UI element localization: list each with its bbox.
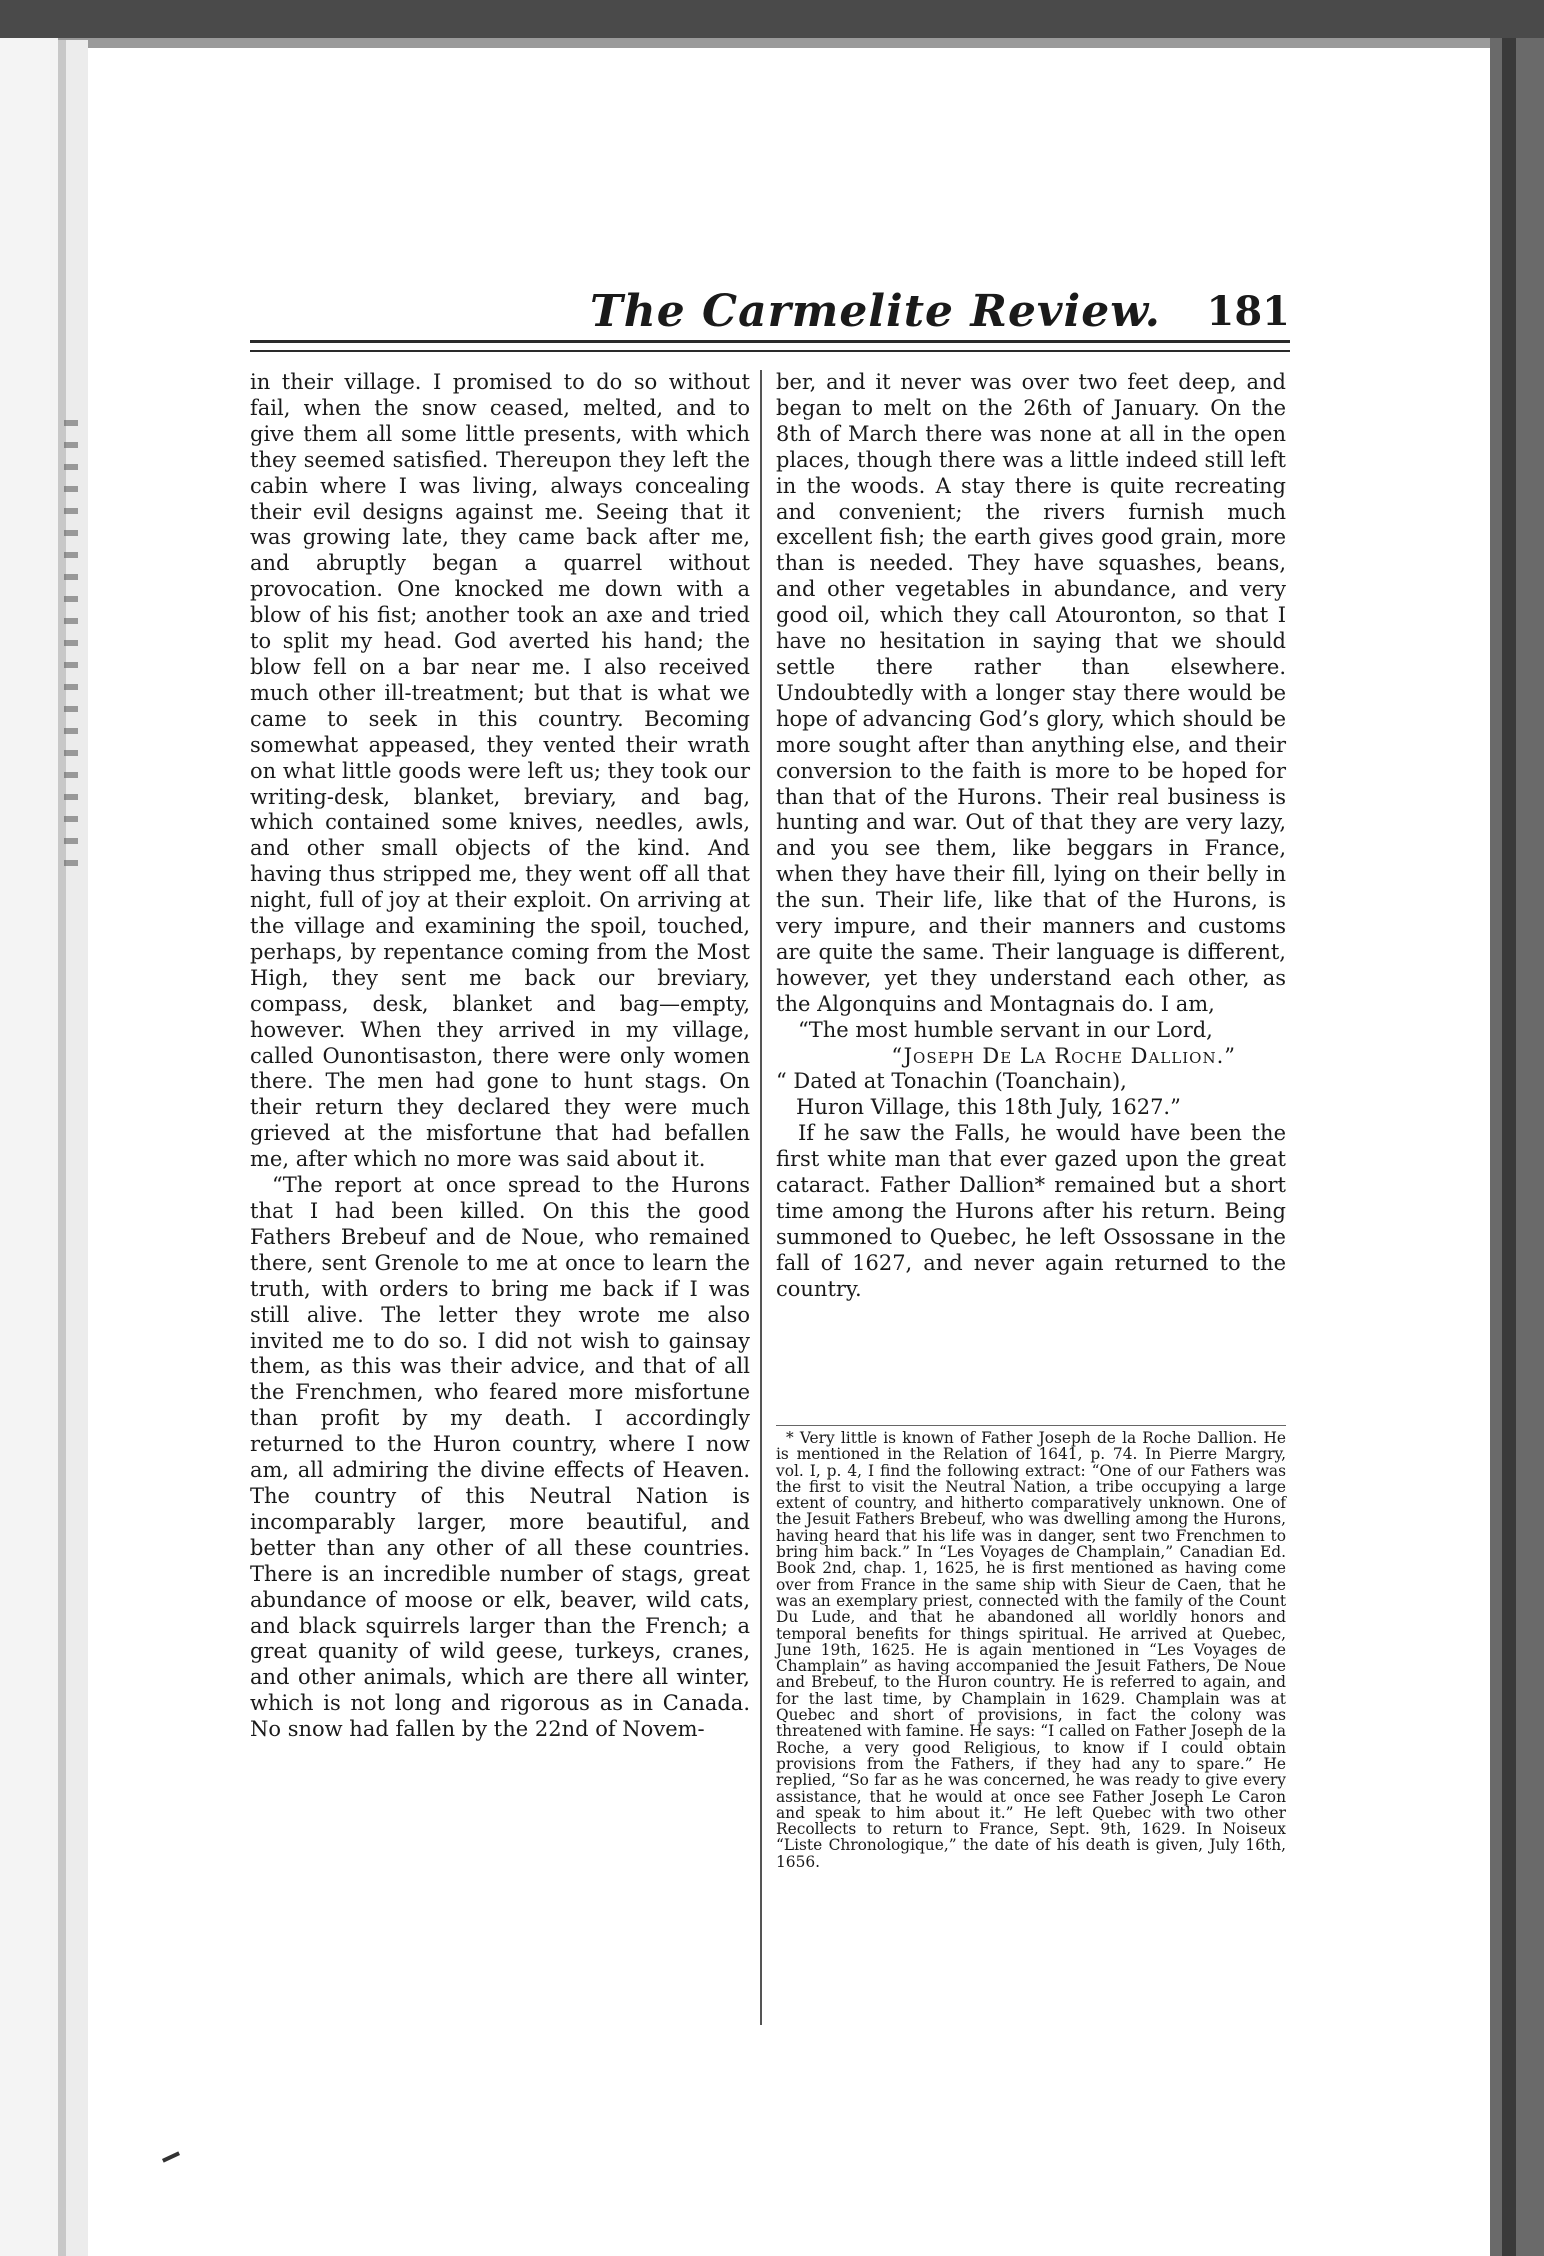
left-paragraph-1: in their village. I promised to do so without fail, when the snow ceased, melted, and to give them all some little presents, with which they seemed satisfied. Thereupon they left the cabin where I was living, always concealing their evil designs against me. Seeing that it was growing late, they came back after me, and abruptly began a quarrel without provocation. One knocked me down with a blow of his fist; another took an axe and tried to split my head. God averted his hand; the blow fell on a bar near me. I also received much other ill-treatment; but that is what we came to seek in this country. Becoming somewhat appeased, they vented their wrath on what little goods were left us; they took our writing-desk, blanket, breviary, and bag, which contained some knives, needles, awls, and other small objects of the kind. And having thus stripped me, they went off all that night, full of joy at their exploit. On arriving at the village and examining the spoil, touched, perhaps, by repentance coming from the Most High, they sent me back our breviary, compass, desk, blanket and bag—empty, however. When they arrived in my village, called Ounontisaston, there were only women there. The men had gone to hunt stags. On their return they declared they were much grieved at the misfortune that had befallen me, after which no more was said about it.: [250, 370, 750, 1172]
scan-right-border: [1490, 38, 1544, 2256]
right-column: [776, 370, 1286, 1303]
left-paragraph-2: “The report at once spread to the Hurons that I had been killed. On this the good Fathers Brebeuf and de Noue, who remained there, sent Grenole to me at once to learn the truth, with orders to bring me back if I was still alive. The letter they wrote me also invited me to do so. I did not wish to gainsay them, as this was their advice, and that of all the Frenchmen, who feared more misfortune than profit by my death. I accordingly returned to the Huron country, where I now am, all admiring the divine effects of Heaven. The country of this Neutral Nation is incomparably larger, more beautiful, and better than any other of all these countries. There is an incredible number of stags, great abundance of moose or elk, beaver, wild cats, and black squirrels larger than the French; a great quanity of wild geese, turkeys, cranes, and other animals, which are there all winter, which is not long and rigorous as in Canada. No snow had fallen by the 22nd of Novem-: [250, 1173, 750, 1742]
footnote-text: * Very little is known of Father Joseph de la Roche Dallion. He is mentioned in the Relation of 1641, p. 74. In Pierre Margry, vol. I, p. 4, I find the following extract: “One of our Fathers was the first to visit the Neutral Nation, a tribe occupying a large extent of country, and hitherto comparatively unknown. One of the Jesuit Fathers Brebeuf, who was dwelling among the Hurons, having heard that his life was in danger, sent two Frenchmen to bring him back.” In “Les Voyages de Champlain,” Canadian Ed. Book 2nd, chap. 1, 1625, he is first mentioned as having come over from France in the same ship with Sieur de Caen, that he was an exemplary priest, connected with the family of the Count Du Lude, and that he abandoned all worldly honors and temporal benefits for things spiritual. He arrived at Quebec, June 19th, 1625. He is again mentioned in “Les Voyages de Champlain” as having accompanied the Jesuit Fathers, De Noue and Brebeuf, to the Huron country. He is referred to again, and for the last time, by Champlain in 1629. Champlain was at Quebec and short of provisions, in fact the colony was threatened with famine. He says: “I called on Father Joseph de la Roche, a very good Religious, to know if I could obtain provisions from the Fathers, if they had any to spare.” He replied, “So far as he was concerned, he was ready to give every assistance, that he would at once see Father Joseph Le Caron and speak to him about it.” He left Quebec with two other Recollects to return to France, Sept. 9th, 1629. In Noiseux “Liste Chronologique,” the date of his death is given, July 16th, 1656.: [776, 1429, 1286, 1871]
footnote-rule: [776, 1425, 1286, 1426]
right-paragraph-1: ber, and it never was over two feet deep, and began to melt on the 26th of January. On the 8th of March there was none at all in the open places, though there was a little indeed still left in the woods. A stay there is quite recreating and convenient; the rivers furnish much excellent fish; the earth gives good grain, more than is needed. They have squashes, beans, and other vegetables in abundance, and very good oil, which they call Atouronton, so that I have no hesitation in saying that we should settle there rather than elsewhere. Undoubtedly with a longer stay there would be hope of advancing God’s glory, which should be more sought after than anything else, and their conversion to the faith is more to be hoped for than that of the Hurons. Their real business is hunting and war. Out of that they are very lazy, and you see them, like beggars in France, when they have their fill, lying on their belly in the sun. Their life, like that of the Hurons, is very impure, and their manners and customs are quite the same. Their language is different, however, yet they understand each other, as the Algonquins and Montagnais do. I am,: [776, 370, 1286, 1016]
binding-holes: [64, 420, 78, 880]
left-column: [250, 370, 750, 1743]
column-divider: [760, 370, 762, 2025]
scan-right-border-dark: [1502, 38, 1516, 2256]
scan-top-border: [0, 0, 1544, 38]
letter-date-line-1: “ Dated at Tonachin (Toanchain),: [776, 1069, 1127, 1094]
footnote: [776, 1430, 1286, 1870]
journal-title: The Carmelite Review.: [590, 286, 1161, 337]
right-paragraph-2: If he saw the Falls, he would have been the first white man that ever gazed upon the great cataract. Father Dallion* remained but a short time among the Hurons after his return. Being summoned to Quebec, he left Ossossane in the fall of 1627, and never again returned to the country.: [776, 1121, 1286, 1301]
letter-signature: “Joseph De La Roche Dallion.”: [891, 1043, 1236, 1068]
header-rule-thin: [250, 350, 1290, 352]
header-rule-thick: [250, 340, 1290, 343]
scan-spine: [66, 40, 88, 2256]
letter-date-line-2: Huron Village, this 18th July, 1627.”: [796, 1095, 1181, 1120]
scan-left-margin: [0, 38, 58, 2256]
letter-closing: “The most humble servant in our Lord,: [798, 1017, 1213, 1042]
running-header: [250, 278, 1290, 338]
scan-mark: [162, 2151, 180, 2162]
scan-left-gutter-line: [58, 40, 66, 2256]
page-number: 181: [1206, 288, 1290, 335]
scan-top-border-inner: [0, 38, 1544, 48]
